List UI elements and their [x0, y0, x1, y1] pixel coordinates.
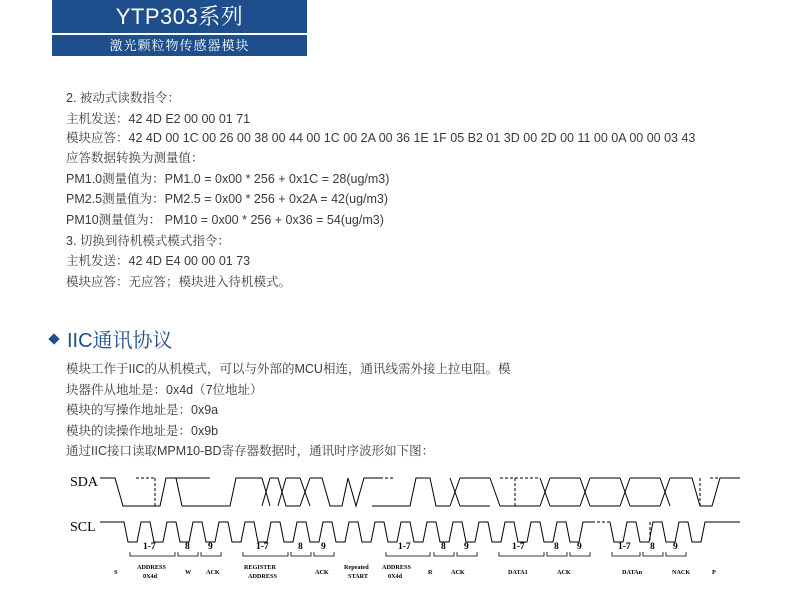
phase-label: P — [712, 569, 716, 576]
diamond-bullet-icon — [48, 333, 59, 344]
scl-waveform — [100, 522, 740, 542]
phase-label: START — [348, 573, 368, 580]
phase-label: NACK — [672, 569, 691, 576]
bit-number: 9 — [208, 542, 213, 552]
bit-number: 1-7 — [143, 542, 156, 552]
text-line: PM1.0测量值为：PM1.0 = 0x00 * 256 + 0x1C = 28(ug/m3) — [66, 171, 390, 186]
bit-number: 1-7 — [512, 542, 525, 552]
bit-number: 8 — [441, 542, 446, 552]
text-line: 模块的写操作地址是：0x9a — [66, 403, 219, 418]
phase-label: REGISTER — [244, 564, 276, 571]
sda-label: SDA — [70, 475, 99, 490]
header-title: YTP303系列 — [52, 0, 307, 33]
bit-number: 9 — [321, 542, 326, 552]
bit-brackets — [130, 552, 686, 556]
text-line: 应答数据转换为测量值： — [66, 151, 204, 166]
section-title: IIC通讯协议 — [67, 330, 173, 352]
bit-number: 9 — [673, 542, 678, 552]
phase-label: ACK — [451, 569, 465, 576]
phase-label: R — [428, 569, 433, 576]
text-line: 块器件从地址是：0x4d（7位地址） — [66, 382, 263, 397]
text-line: 3. 切换到待机模式模式指令： — [66, 233, 230, 248]
iic-text-block — [66, 359, 756, 462]
bit-number: 9 — [464, 542, 469, 552]
phase-label: W — [185, 569, 192, 576]
text-line: 主机发送：42 4D E4 00 00 01 73 — [66, 254, 251, 269]
phase-label: ADDRESS — [137, 564, 166, 571]
phase-label: ADDRESS — [248, 573, 277, 580]
text-line: PM10测量值为： PM10 = 0x00 * 256 + 0x36 = 54(ug/m3) — [66, 212, 384, 227]
phase-label: ACK — [206, 569, 220, 576]
text-line: 模块应答：无应答；模块进入待机模式。 — [66, 274, 292, 289]
phase-label: ACK — [315, 569, 329, 576]
sda-waveform — [100, 478, 740, 506]
phase-label: DATA1 — [508, 569, 528, 576]
text-line: 模块工作于IIC的从机模式，可以与外部的MCU相连，通讯线需外接上拉电阻。模 — [66, 362, 511, 376]
phase-label: 0X4d — [143, 573, 158, 580]
command-text-block — [66, 88, 756, 292]
bit-number: 8 — [298, 542, 303, 552]
text-line: 通过IIC接口读取MPM10-BD寄存器数据时，通讯时序波形如下图： — [66, 444, 435, 459]
text-line: PM2.5测量值为：PM2.5 = 0x00 * 256 + 0x2A = 42(ug/m3) — [66, 192, 389, 207]
section-heading — [50, 324, 173, 353]
phase-labels — [114, 564, 716, 580]
bit-number: 1-7 — [618, 542, 631, 552]
bit-number: 9 — [577, 542, 582, 552]
phase-label: 0X4d — [388, 573, 403, 580]
header-subtitle: 激光颗粒物传感器模块 — [52, 35, 307, 56]
bit-number: 1-7 — [398, 542, 411, 552]
bit-number: 8 — [185, 542, 190, 552]
phase-label: Repeated — [344, 564, 369, 571]
phase-label: ACK — [557, 569, 571, 576]
bit-number: 1-7 — [256, 542, 269, 552]
doc-header — [52, 0, 307, 56]
text-line: 2. 被动式读数指令： — [66, 91, 180, 105]
text-line: 模块的读操作地址是：0x9b — [66, 423, 219, 438]
bit-numbers — [143, 542, 678, 552]
text-line: 主机发送：42 4D E2 00 00 01 71 — [66, 111, 251, 126]
phase-label: S — [114, 569, 118, 576]
iic-timing-diagram — [0, 456, 800, 590]
phase-label: DATAn — [622, 569, 643, 576]
bit-number: 8 — [554, 542, 559, 552]
phase-label: ADDRESS — [382, 564, 411, 571]
scl-label: SCL — [70, 520, 96, 535]
bit-number: 8 — [650, 542, 655, 552]
text-line: 模块应答：42 4D 00 1C 00 26 00 38 00 44 00 1C 00 2A 00 36 1E 1F 05 B2 01 3D 00 2D 00 11 00 0A 00 00 03 43 — [66, 131, 696, 146]
